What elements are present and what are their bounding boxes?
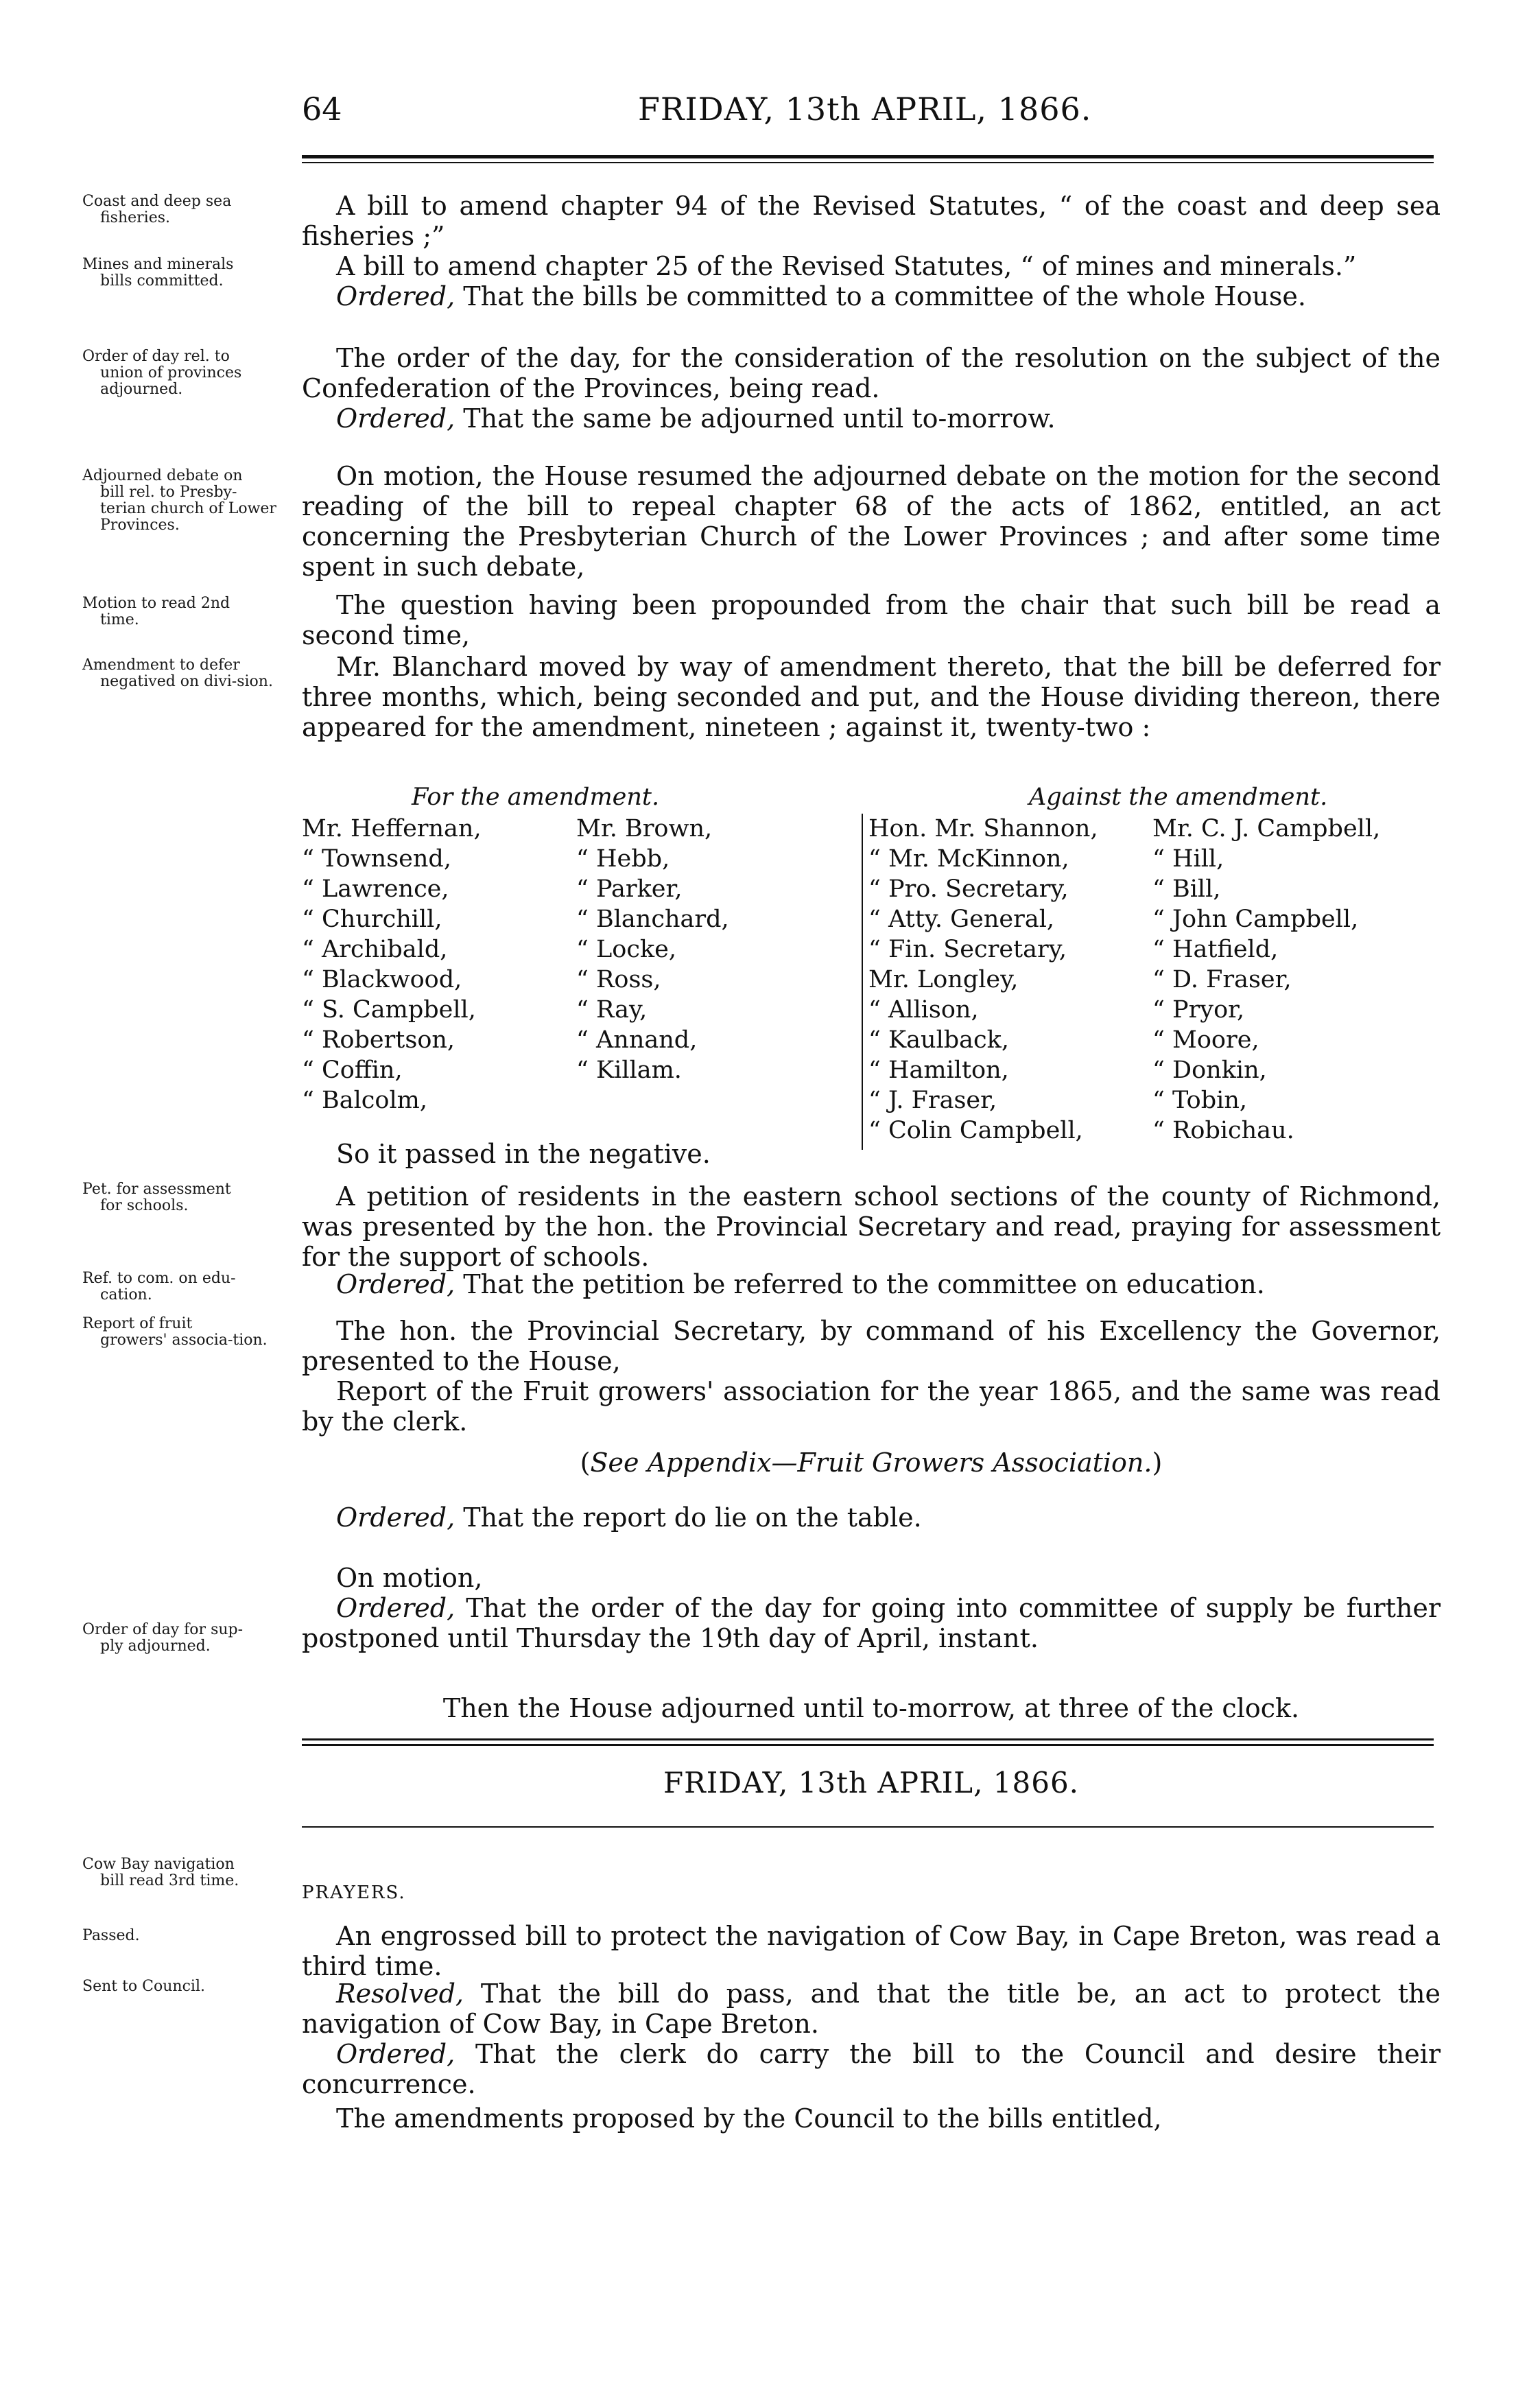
margin-note: Amendment to defer negatived on divi-sion. (82, 657, 273, 690)
paragraph: Report of the Fruit growers' association for the year 1865, and the same was read by the clerk. (302, 1376, 1441, 1437)
margin-note: Passed. (82, 1927, 140, 1944)
page-header-title: FRIDAY, 13th APRIL, 1866. (638, 91, 1092, 128)
against-list-col-1: Hon. Mr. Shannon, “ Mr. McKinnon, “ Pro. Secretary, “ Atty. General, “ Fin. Secretary, Mr. Longley, “ Allison, “ Kaulback, “ Hamilton, “ J. Fraser, “ Colin Campbell, (868, 815, 1098, 1144)
section-rule-1 (302, 1738, 1434, 1740)
margin-note: Pet. for assessment for schools. (82, 1181, 231, 1214)
paragraph: On motion, the House resumed the adjourned debate on the motion for the second reading of the bill to repeal chapter 68 of the acts of 1862, entitled, an act concerning the Presbyterian Church of the Lower Provinces ; and after some time spent in such debate, (302, 461, 1441, 582)
margin-note: Order of day rel. to union of provinces adjourned. (82, 348, 242, 398)
division-separator (862, 814, 863, 1150)
for-list-col-2: Mr. Brown, “ Hebb, “ Parker, “ Blanchard, “ Locke, “ Ross, “ Ray, “ Annand, “ Killam. (576, 815, 729, 1084)
paragraph: The amendments proposed by the Council to the bills entitled, (336, 2103, 1162, 2134)
margin-note: Mines and minerals bills committed. (82, 256, 234, 290)
prayers-label: PRAYERS. (302, 1882, 406, 1903)
paragraph: Ordered, That the report do lie on the table. (336, 1502, 922, 1533)
paragraph: The question having been propounded from the chair that such bill be read a second time, (302, 590, 1441, 650)
against-list-col-2: Mr. C. J. Campbell, “ Hill, “ Bill, “ John Campbell, “ Hatfield, “ D. Fraser, “ Pryor, “ Moore, “ Donkin, “ Tobin, “ Robichau. (1152, 815, 1381, 1144)
paragraph: A bill to amend chapter 94 of the Revised Statutes, “ of the coast and deep sea fisheries ;” (302, 191, 1441, 251)
margin-note: Sent to Council. (82, 1978, 205, 1995)
margin-note: Ref. to com. on edu- cation. (82, 1270, 236, 1303)
margin-note: Motion to read 2nd time. (82, 595, 230, 628)
margin-note: Adjourned debate on bill rel. to Presby-terian church of Lower Provinces. (82, 467, 276, 534)
margin-note: Order of day for sup- ply adjourned. (82, 1621, 244, 1655)
paragraph: On motion, (336, 1563, 483, 1593)
paragraph: Ordered, That the clerk do carry the bill to the Council and desire their concurrence. (302, 2039, 1441, 2099)
for-amendment-heading: For the amendment. (412, 783, 660, 811)
against-amendment-heading: Against the amendment. (1029, 783, 1328, 811)
paragraph: The order of the day, for the consideration of the resolution on the subject of the Confederation of the Provinces, being read. (302, 343, 1441, 403)
adjournment-line: Then the House adjourned until to-morrow, at three of the clock. (442, 1693, 1300, 1723)
paragraph: Resolved, That the bill do pass, and that the title be, an act to protect the navigation of Cow Bay, in Cape Breton. (302, 1979, 1441, 2039)
paragraph: The hon. the Provincial Secretary, by command of his Excellency the Governor, presented to the House, (302, 1316, 1441, 1376)
margin-note: Report of fruit growers' associa-tion. (82, 1315, 268, 1349)
section-title: FRIDAY, 13th APRIL, 1866. (663, 1766, 1080, 1799)
section-title-rule (302, 1826, 1434, 1828)
margin-note: Cow Bay navigation bill read 3rd time. (82, 1856, 239, 1889)
paragraph: A petition of residents in the eastern school sections of the county of Richmond, was presented by the hon. the Provincial Secretary and read, praying for assessment for the support of schools. (302, 1181, 1441, 1272)
paragraph: Ordered, That the same be adjourned until to-morrow. (336, 403, 1056, 434)
paragraph: Mr. Blanchard moved by way of amendment thereto, that the bill be deferred for three months, which, being seconded and put, and the House dividing thereon, there appeared for the amendment, nineteen ; against it, twenty-two : (302, 652, 1441, 742)
margin-note: Coast and deep sea fisheries. (82, 193, 232, 226)
header-rule-thick (302, 155, 1434, 158)
paragraph: An engrossed bill to protect the navigation of Cow Bay, in Cape Breton, was read a third time. (302, 1921, 1441, 1981)
paragraph: A bill to amend chapter 25 of the Revised Statutes, “ of mines and minerals.” (336, 251, 1357, 281)
for-list-col-1: Mr. Heffernan, “ Townsend, “ Lawrence, “ Churchill, “ Archibald, “ Blackwood, “ S. Campbell, “ Robertson, “ Coffin, “ Balcolm, (302, 815, 482, 1114)
paragraph: Ordered, That the bills be committed to a committee of the whole House. (336, 281, 1306, 311)
paragraph: Ordered, That the petition be referred to the committee on education. (336, 1269, 1265, 1299)
paragraph: So it passed in the negative. (336, 1139, 711, 1169)
header-rule-thin (302, 162, 1434, 163)
paragraph: Ordered, That the order of the day for going into committee of supply be further postponed until Thursday the 19th day of April, instant. (302, 1593, 1441, 1653)
page-number: 64 (302, 91, 342, 128)
appendix-reference: (See Appendix—Fruit Growers Association.) (580, 1448, 1163, 1478)
section-rule-2 (302, 1744, 1434, 1746)
